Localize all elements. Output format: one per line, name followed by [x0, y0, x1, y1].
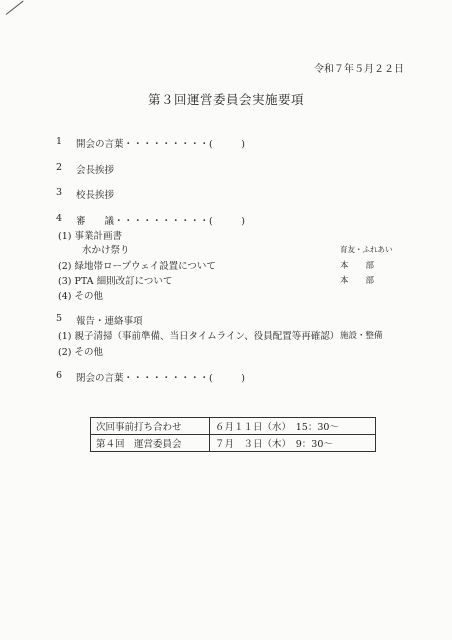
deliberation-owner: 育友・ふれあい [340, 245, 393, 254]
agenda-item-deliberation: 審 議・・・・・・・・・・( ) [76, 216, 245, 227]
report-owner: 施設・整備 [340, 331, 383, 341]
deliberation-owner: 本 部 [340, 276, 375, 286]
document-title: 第３回運営委員会実施要項 [147, 92, 304, 107]
agenda-number: 2 [56, 162, 63, 173]
scan-mark [6, 1, 24, 15]
deliberation-item: (1) 事業計画書 [58, 231, 122, 242]
agenda-item-chair-greeting: 会長挨拶 [76, 165, 115, 176]
agenda-item-opening: 開会の言葉・・・・・・・・・( ) [76, 139, 245, 150]
report-item: (1) 親子清掃（事前準備、当日タイムライン、役員配置等再確認） [58, 331, 340, 342]
agenda-number: 6 [56, 370, 63, 381]
agenda-number: 3 [56, 187, 63, 198]
table-row [91, 435, 376, 452]
agenda-number: 5 [56, 313, 63, 324]
report-item: (2) その他 [58, 347, 103, 358]
deliberation-item: (4) その他 [58, 291, 103, 302]
schedule-event: 次回事前打ち合わせ [91, 418, 210, 435]
agenda-item-closing: 閉会の言葉・・・・・・・・・( ) [76, 373, 245, 384]
schedule-when: ７月 ３日（木） 9：30～ [210, 435, 376, 452]
agenda-number: 1 [56, 136, 63, 147]
schedule-event: 第４回 運営委員会 [91, 435, 210, 452]
agenda-item-reports: 報告・連絡事項 [76, 316, 143, 327]
agenda-number: 4 [56, 213, 63, 224]
schedule-when: ６月１１日（水） 15：30～ [210, 418, 376, 435]
document-date: 令和７年５月２２日 [314, 64, 404, 75]
deliberation-item: (2) 緑地帯ロープウェイ設置について [58, 261, 216, 272]
agenda-item-principal-greeting: 校長挨拶 [76, 190, 115, 201]
schedule-table [90, 417, 376, 452]
deliberation-subitem: 水かけ祭り [82, 245, 130, 256]
deliberation-owner: 本 部 [340, 261, 375, 271]
deliberation-item: (3) PTA 細則改訂について [58, 276, 173, 287]
table-row [91, 418, 376, 435]
